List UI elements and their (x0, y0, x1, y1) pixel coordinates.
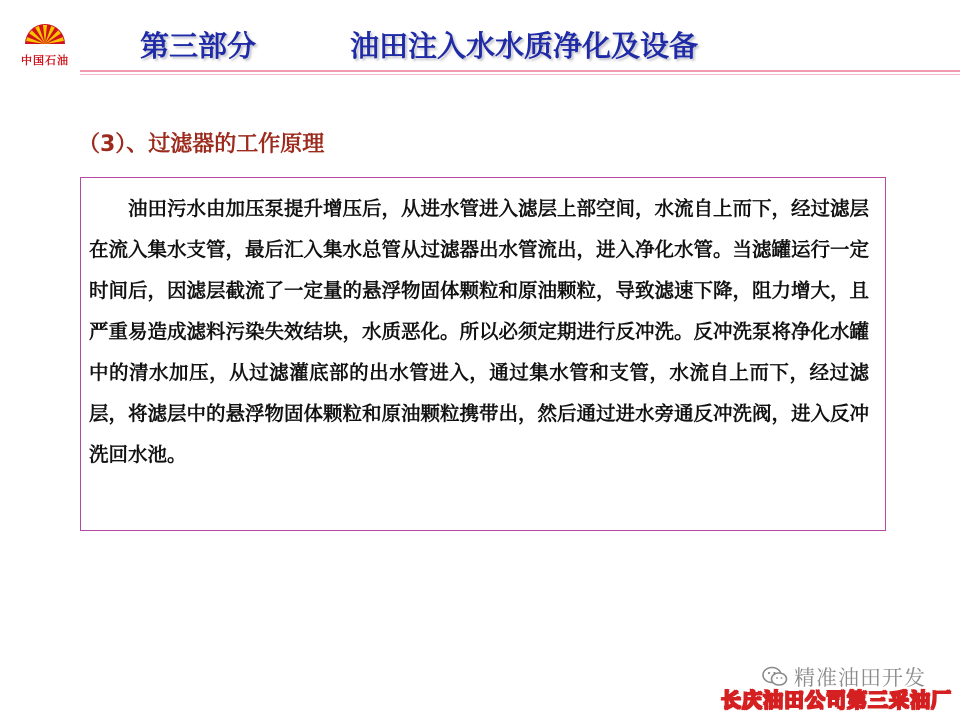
page-title: 油田注入水水质净化及设备 (350, 29, 699, 63)
logo-text: 中国石油 (21, 54, 69, 67)
footer-organization: 长庆油田公司第三采油厂 (721, 688, 952, 712)
section-subtitle: （3）、过滤器的工作原理 (78, 132, 325, 157)
petrochina-logo (14, 4, 76, 70)
section-title: 第三部分 (140, 29, 257, 63)
content-paragraph: 油田污水由加压泵提升增压后，从进水管进入滤层上部空间，水流自上而下，经过滤层在流入集水支管，最后汇入集水总管从过滤器出水管流出，进入净化水管。当滤罐运行一定时间后，因滤层截流了一定量的悬浮物固体颗粒和原油颗粒，导致滤速下降，阻力增大，且严重易造成滤料污染失效结块，水质恶化。所以必须定期进行反冲洗。反冲洗泵将净化水罐中的清水加压，从过滤灌底部的出水管进入，通过集水管和支管，水流自上而下，经过滤层，将滤层中的悬浮物固体颗粒和原油颗粒携带出，然后通过进水旁通反冲洗阀，进入反冲洗回水池。 (89, 197, 870, 466)
header-divider (80, 70, 960, 72)
petrochina-logo-icon (14, 4, 76, 52)
header-divider-secondary (80, 74, 960, 75)
content-box (80, 177, 886, 531)
watermark-text: 精准油田开发 (794, 666, 926, 690)
